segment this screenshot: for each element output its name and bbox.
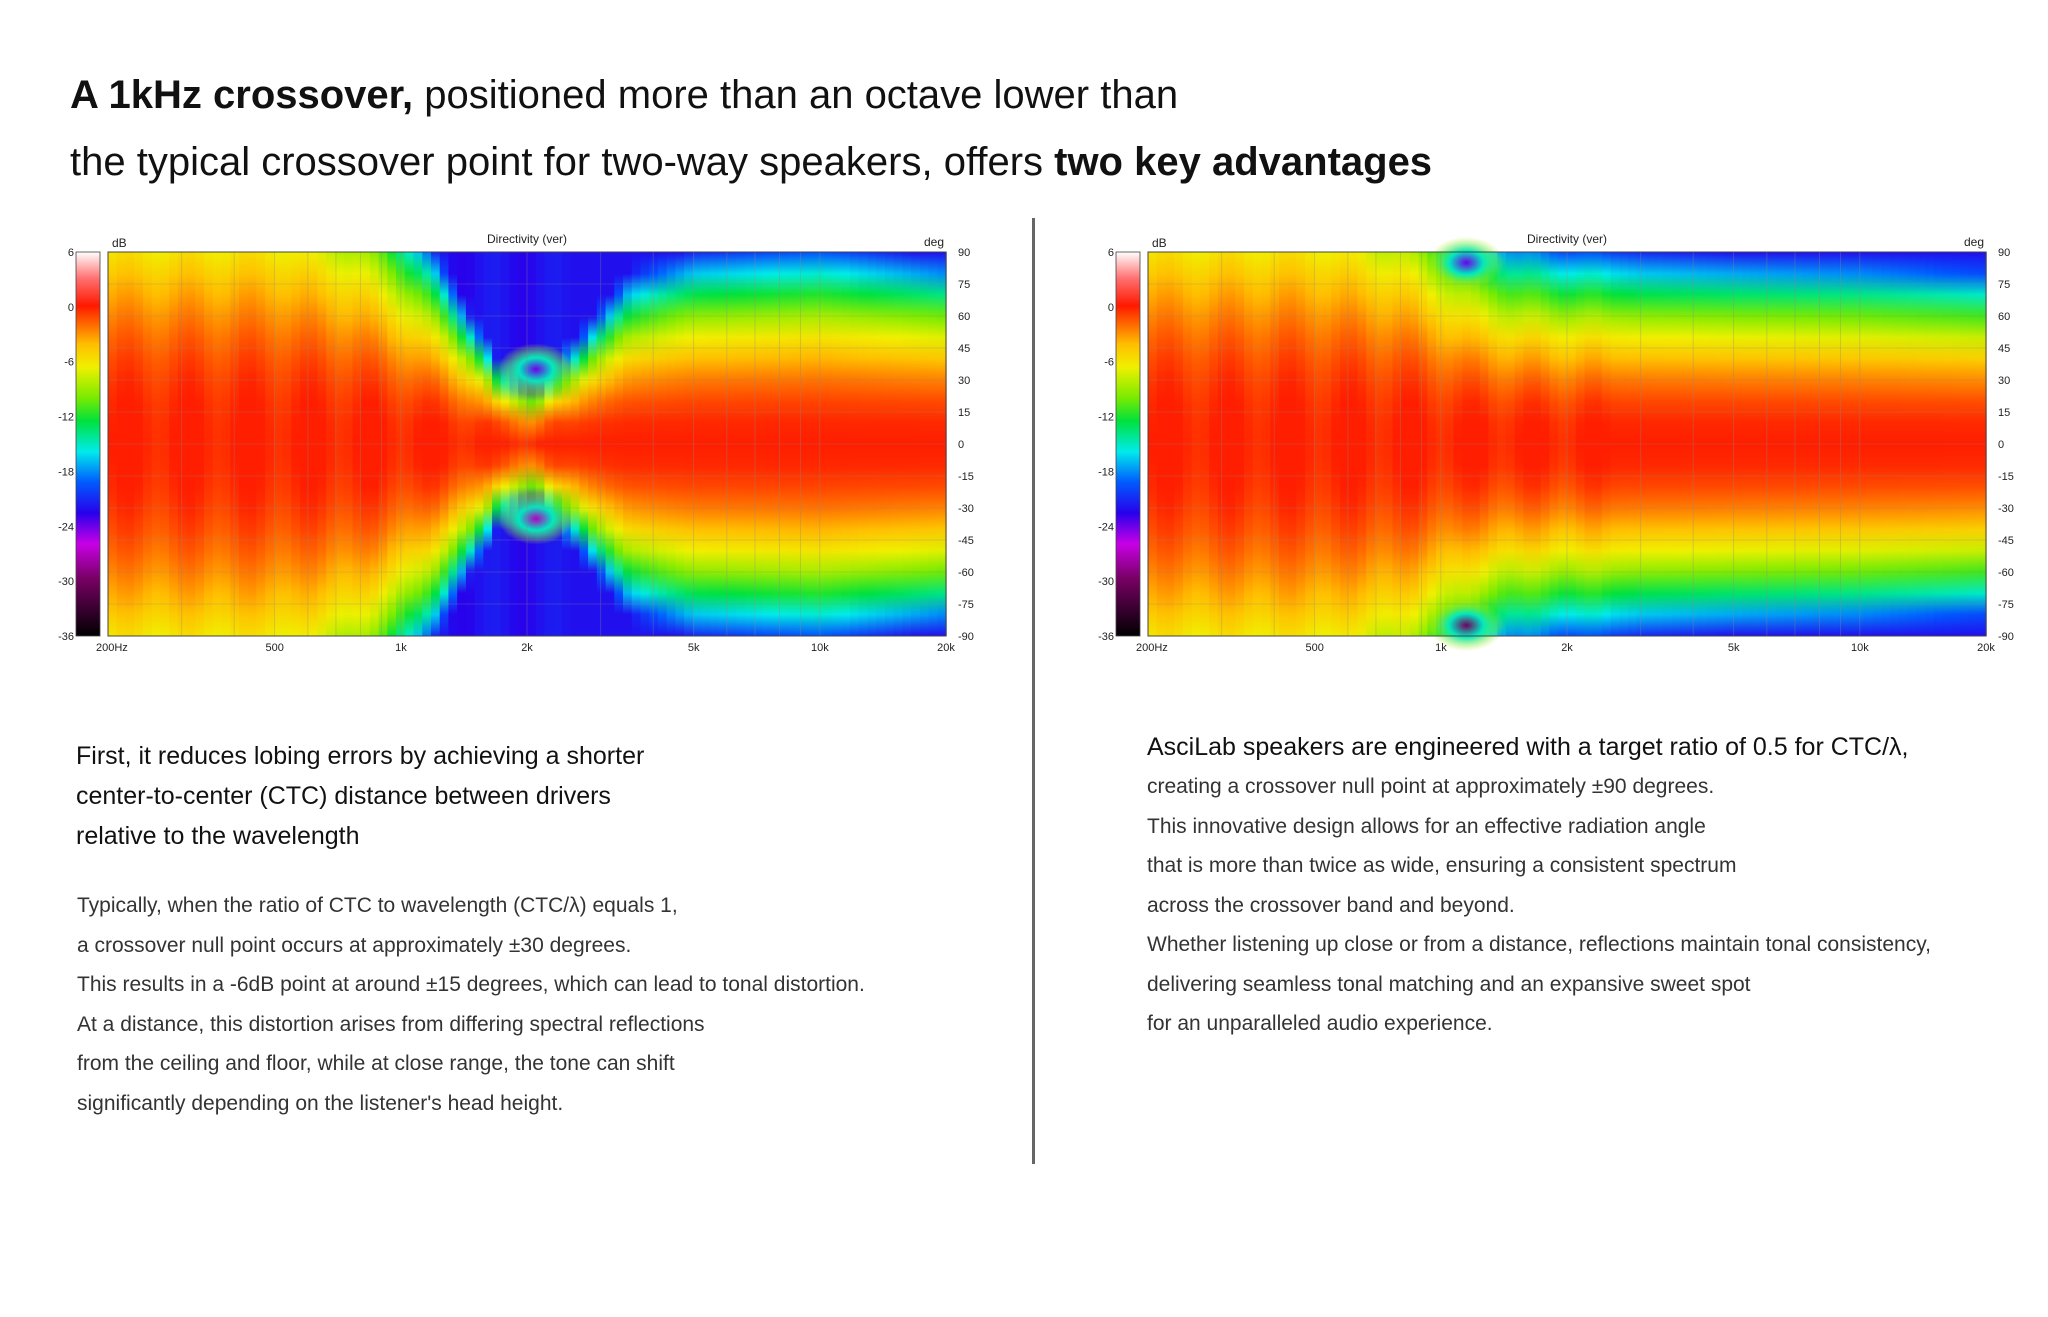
- right-body-line: across the crossover band and beyond.: [1147, 893, 1515, 917]
- db-tick-label: 0: [67, 301, 74, 314]
- deg-tick-label: -30: [958, 503, 974, 515]
- right-lead-text: [1147, 727, 2027, 767]
- db-tick-label: 6: [1107, 247, 1114, 259]
- headline-line-2: [70, 129, 1570, 196]
- deg-tick-label: -15: [1998, 471, 2014, 483]
- deg-tick-label: -75: [958, 599, 974, 611]
- right-body-text: [1147, 767, 2027, 1044]
- deg-tick-label: 15: [958, 407, 971, 419]
- deg-tick-label: -75: [1998, 599, 2014, 611]
- db-tick-label: -36: [1098, 631, 1114, 643]
- null-point: [498, 343, 574, 395]
- deg-tick-label: 75: [1998, 279, 2011, 291]
- left-body-line: At a distance, this distortion arises from differing spectral reflections: [77, 1012, 705, 1036]
- right-body-line: creating a crossover null point at approximately ±90 degrees.: [1147, 775, 1715, 798]
- left-body-line: significantly depending on the listener's head height.: [77, 1091, 564, 1115]
- left-body-line: This results in a -6dB point at around ±15 degrees, which can lead to tonal distortion.: [77, 973, 865, 996]
- db-tick-label: -12: [1098, 411, 1114, 424]
- right-colorbar: [1116, 252, 1140, 636]
- right-body-line: delivering seamless tonal matching and an expansive sweet spot: [1147, 972, 1751, 996]
- db-tick-label: 6: [67, 247, 74, 259]
- null-point: [498, 493, 574, 545]
- deg-tick-label: -60: [1998, 567, 2014, 579]
- headline-bold-lead: A 1kHz crossover,: [70, 73, 414, 117]
- deg-tick-label: 30: [1998, 375, 2011, 387]
- deg-tick-label: -90: [1998, 631, 2014, 643]
- freq-tick-label: 2k: [1561, 642, 1573, 654]
- left-deg-unit: deg: [923, 235, 944, 249]
- deg-tick-label: 30: [958, 375, 971, 387]
- deg-tick-label: 75: [958, 279, 971, 291]
- left-lead-line: relative to the wavelength: [76, 822, 360, 850]
- left-body-line: from the ceiling and floor, while at close range, the tone can shift: [77, 1052, 675, 1075]
- right-deg-unit: deg: [1963, 235, 1984, 249]
- freq-tick-label: 1k: [395, 642, 407, 654]
- freq-tick-label: 2k: [521, 642, 533, 654]
- freq-tick-label: 10k: [811, 642, 829, 654]
- freq-tick-label: 500: [1305, 642, 1324, 654]
- db-tick-label: -30: [58, 576, 74, 589]
- freq-tick-label: 200Hz: [96, 642, 128, 654]
- db-tick-label: -18: [58, 466, 74, 479]
- left-chart-svg: [58, 226, 986, 656]
- freq-tick-label: 20k: [1977, 642, 1995, 654]
- db-tick-label: -6: [1104, 356, 1114, 369]
- left-lead-text: [76, 736, 976, 856]
- deg-tick-label: 90: [958, 247, 971, 259]
- left-lead-line: First, it reduces lobing errors by achieving a shorter: [76, 742, 645, 770]
- freq-tick-label: 10k: [1851, 642, 1869, 654]
- left-lead-line: center-to-center (CTC) distance between drivers: [76, 782, 611, 810]
- column-divider: [1032, 218, 1035, 1164]
- deg-tick-label: -45: [1998, 535, 2014, 547]
- freq-tick-label: 5k: [687, 642, 700, 654]
- deg-tick-label: 90: [1998, 247, 2011, 259]
- db-tick-label: -24: [58, 521, 74, 534]
- headline-line-1-rest: positioned more than an octave lower than: [413, 73, 1179, 117]
- left-body-text: [77, 886, 1017, 1123]
- deg-tick-label: -45: [958, 535, 974, 547]
- headline-line-1: [70, 62, 1570, 129]
- deg-tick-label: -60: [958, 567, 974, 579]
- directivity-chart-left: [58, 226, 986, 656]
- deg-tick-label: -15: [958, 471, 974, 483]
- right-body-line: This innovative design allows for an effective radiation angle: [1147, 814, 1706, 838]
- deg-tick-label: 15: [1998, 407, 2011, 419]
- right-chart-title: Directivity (ver): [1527, 232, 1607, 246]
- left-db-unit: dB: [112, 236, 127, 250]
- right-body-line: that is more than twice as wide, ensuring a consistent spectrum: [1147, 854, 1737, 877]
- deg-tick-label: 0: [958, 439, 965, 451]
- right-chart-svg: [1098, 226, 2026, 656]
- null-point: [1428, 237, 1504, 289]
- left-colorbar: [76, 252, 100, 636]
- db-tick-label: -6: [64, 356, 74, 369]
- right-body-line: Whether listening up close or from a distance, reflections maintain tonal consistency,: [1147, 933, 1931, 956]
- directivity-chart-right: [1098, 226, 2026, 656]
- left-body-line: Typically, when the ratio of CTC to wavelength (CTC/λ) equals 1,: [77, 894, 678, 917]
- freq-tick-label: 500: [265, 642, 284, 654]
- freq-tick-label: 200Hz: [1136, 642, 1168, 654]
- deg-tick-label: 45: [958, 343, 971, 355]
- right-lead-line: AsciLab speakers are engineered with a target ratio of 0.5 for CTC/λ,: [1147, 733, 1909, 761]
- headline: [70, 62, 1570, 196]
- freq-tick-label: 5k: [1727, 642, 1740, 654]
- db-tick-label: -36: [58, 631, 74, 643]
- db-tick-label: -30: [1098, 576, 1114, 589]
- deg-tick-label: 0: [1998, 439, 2005, 451]
- deg-tick-label: -30: [1998, 503, 2014, 515]
- deg-tick-label: 45: [1998, 343, 2011, 355]
- deg-tick-label: 60: [958, 311, 971, 323]
- right-body-line: for an unparalleled audio experience.: [1147, 1012, 1493, 1035]
- freq-tick-label: 20k: [937, 642, 955, 654]
- headline-bold-tail: two key advantages: [1054, 140, 1433, 184]
- left-chart-title: Directivity (ver): [487, 232, 567, 246]
- db-tick-label: 0: [1107, 301, 1114, 314]
- deg-tick-label: -90: [958, 631, 974, 643]
- db-tick-label: -18: [1098, 466, 1114, 479]
- right-db-unit: dB: [1152, 236, 1167, 250]
- headline-line-2-pre: the typical crossover point for two-way speakers, offers: [70, 140, 1055, 184]
- db-tick-label: -24: [1098, 521, 1114, 534]
- db-tick-label: -12: [58, 411, 74, 424]
- deg-tick-label: 60: [1998, 311, 2011, 323]
- freq-tick-label: 1k: [1435, 642, 1447, 654]
- left-body-line: a crossover null point occurs at approximately ±30 degrees.: [77, 933, 632, 957]
